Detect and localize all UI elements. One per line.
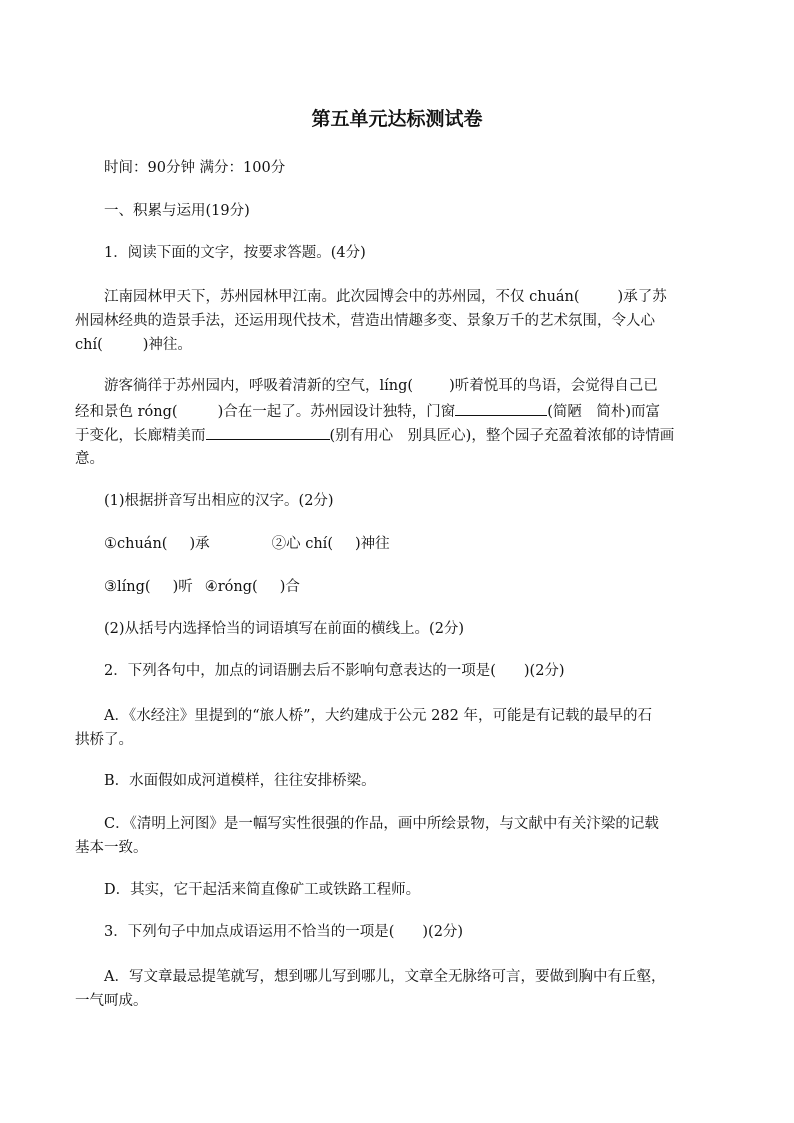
fill-in-line[interactable] [206, 425, 330, 440]
page-title: 第五单元达标测试卷 [311, 108, 483, 130]
question-2-stem [104, 661, 565, 681]
question-text: 3．下列句子中加点成语运用不恰当的一项是( [104, 924, 395, 940]
passage-line: 意。 [75, 451, 104, 467]
passage-line [75, 335, 192, 355]
passage-line [75, 425, 674, 446]
exam-meta: 时间：90分钟 满分：100分 [104, 160, 286, 176]
answer-options-row [104, 534, 390, 554]
passage-text: 江南园林甲天下，苏州园林甲江南。此次园博会中的苏州园，不仅 chuán( [104, 289, 580, 305]
passage-text: )合在一起了。苏州园设计独特，门窗 [217, 404, 456, 420]
question-text: )(2分) [422, 924, 464, 940]
passage-text: )神往。 [142, 337, 192, 353]
option-c-cont: 基本一致。 [75, 840, 148, 856]
passage-text: chí( [75, 337, 103, 353]
option-text: )神往 [354, 536, 390, 552]
passage-line [104, 376, 658, 396]
sub-question-1: (1)根据拼音写出相应的汉字。(2分) [104, 493, 334, 509]
passage-text: 于变化，长廊精美而 [75, 428, 206, 444]
option-a: A．写文章最忌提笔就写，想到哪儿写到哪儿，文章全无脉络可言，要做到胸中有丘壑， [104, 969, 666, 985]
option-b: B．水面假如成河道模样，往往安排桥梁。 [104, 773, 376, 789]
passage-text: )承了苏 [617, 289, 667, 305]
option-a: A．《水经注》里提到的“旅人桥”，大约建成于公元 282 年，可能是有记载的最早的石 [104, 708, 652, 724]
passage-text: 经和景色 róng( [75, 404, 178, 420]
passage-line: 州园林经典的造景手法，还运用现代技术，营造出情趣多变、景象万千的艺术氛围，令人心 [75, 313, 655, 329]
question-3-stem [104, 922, 463, 942]
option-text: ③líng( [104, 579, 151, 595]
option-text: ④róng( [204, 579, 258, 595]
passage-line [75, 401, 660, 422]
passage-text: 游客徜徉于苏州园内，呼吸着清新的空气，líng( [104, 378, 414, 394]
option-d: D．其实，它干起活来简直像矿工或铁路工程师。 [104, 882, 421, 898]
option-text: )合 [279, 579, 300, 595]
option-a-cont: 拱桥了。 [75, 732, 133, 748]
sub-question-2: (2)从括号内选择恰当的词语填写在前面的横线上。(2分) [104, 621, 465, 637]
option-a-cont: 一气呵成。 [75, 993, 148, 1009]
passage-text: )听着悦耳的鸟语，会觉得自己已 [449, 378, 658, 394]
answer-options-row [104, 577, 300, 597]
passage-line [104, 287, 667, 307]
passage-text: (别有用心 别具匠心)，整个园子充盈着浓郁的诗情画 [329, 428, 675, 444]
fill-in-line[interactable] [455, 401, 547, 416]
option-text: ②心 chí( [271, 536, 333, 552]
question-1-stem: 1．阅读下面的文字，按要求答题。(4分) [104, 245, 366, 261]
question-text: 2．下列各句中，加点的词语删去后不影响句意表达的一项是( [104, 663, 496, 679]
option-text: )听 [172, 579, 193, 595]
option-text: )承 [189, 536, 210, 552]
section-heading: 一、积累与运用(19分) [104, 203, 250, 219]
option-c: C．《清明上河图》是一幅写实性很强的作品，画中所绘景物，与文献中有关汴梁的记载 [104, 816, 659, 832]
option-text: ①chuán( [104, 536, 168, 552]
question-text: )(2分) [523, 663, 565, 679]
passage-text: (简陋 简朴)而富 [547, 404, 661, 420]
